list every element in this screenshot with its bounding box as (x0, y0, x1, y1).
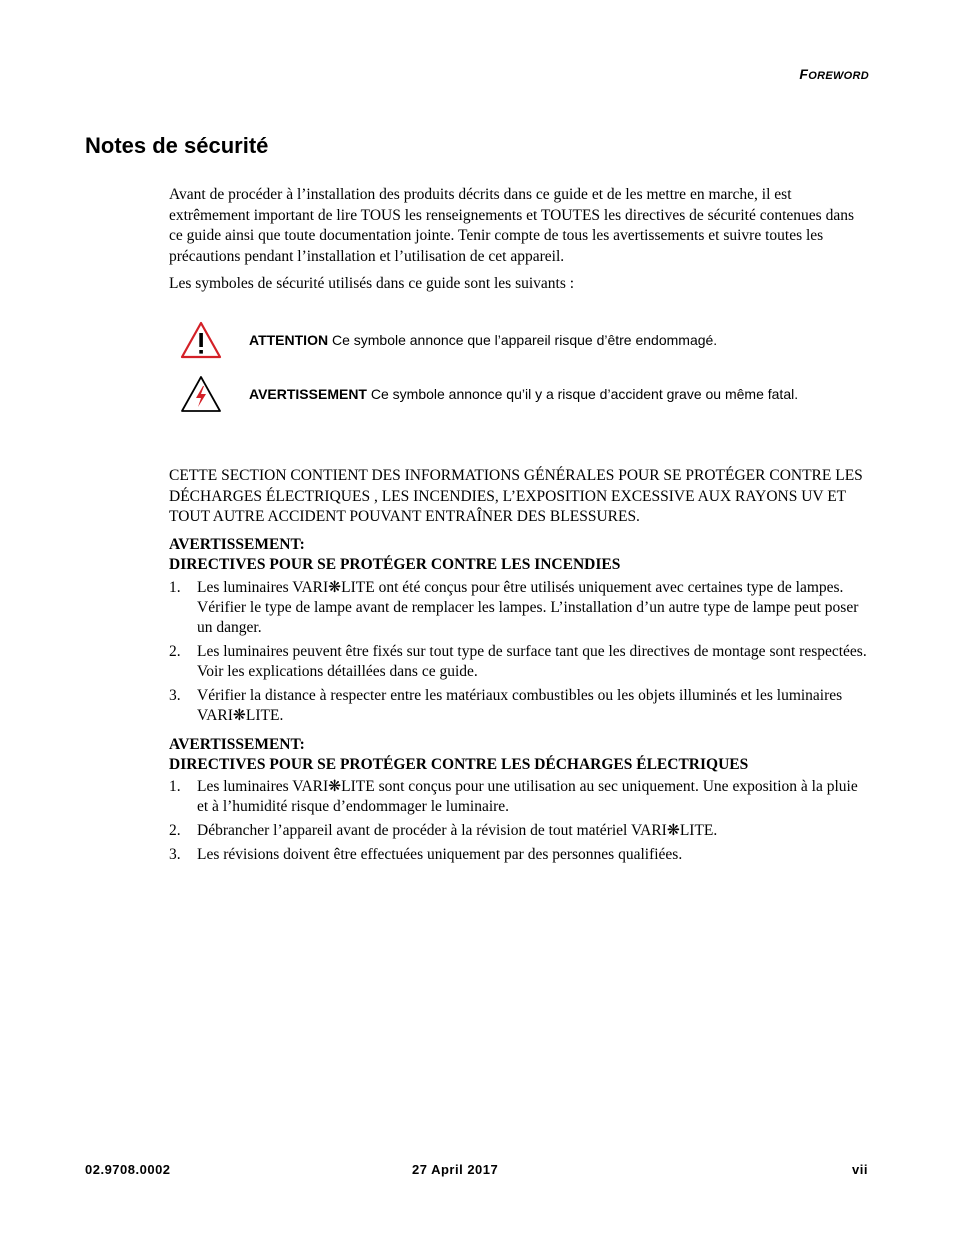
fire-heading-line2: DIRECTIVES POUR SE PROTÉGER CONTRE LES INCENDIES (169, 556, 621, 573)
warning-description (249, 386, 798, 402)
general-safety-paragraph: CETTE SECTION CONTIENT DES INFORMATIONS GÉNÉRALES POUR SE PROTÉGER CONTRE LES DÉCHARGES ÉLECTRIQUES , LES INCENDIES, L’EXPOSITION EXCESSIVE AUX RAYONS UV ET TOUT AUTRE ACCIDENT POUVANT ENTRAÎNER DES BLESSURES. (169, 467, 863, 525)
list-item-number: 1. (169, 778, 181, 795)
running-head-rest: OREWORD (808, 70, 869, 82)
running-head-initial: F (799, 66, 809, 82)
shock-heading-line2: DIRECTIVES POUR SE PROTÉGER CONTRE LES DÉCHARGES ÉLECTRIQUES (169, 756, 749, 773)
footer-page-number: vii (852, 1162, 868, 1177)
list-item (169, 686, 869, 726)
shock-directives-list (169, 777, 869, 869)
shock-section-heading (169, 735, 748, 775)
footer-doc-number: 02.9708.0002 (85, 1162, 171, 1177)
list-item-text: Les révisions doivent être effectuées uniquement par des personnes qualifiées. (197, 846, 683, 863)
list-item-number: 3. (169, 687, 181, 704)
list-item-number: 1. (169, 579, 181, 596)
warning-symbol-row (180, 375, 799, 413)
list-item-text: Les luminaires VARI❋LITE ont été conçus pour être utilisés uniquement avec certaines type de lampes. Vérifier le type de lampe avant de remplacer les lampes. L’installation d’un autre type de lampe peut poser un danger. (197, 579, 859, 636)
list-item-text: Les luminaires VARI❋LITE sont conçus pour une utilisation au sec uniquement. Une exposition à la pluie et à l’humidité risque d’endommager le luminaire. (197, 778, 858, 815)
page-title: Notes de sécurité (85, 133, 269, 158)
warning-text: Ce symbole annonce qu’il y a risque d’accident grave ou même fatal. (366, 386, 799, 402)
list-item (169, 777, 869, 817)
list-item (169, 845, 869, 865)
list-item (169, 821, 869, 841)
caution-description (249, 332, 717, 348)
caution-exclamation-triangle-icon (180, 321, 222, 359)
list-item-text: Les luminaires peuvent être fixés sur tout type de surface tant que les directives de montage sont respectées. Voir les explications détaillées dans ce guide. (197, 643, 867, 680)
running-head (799, 66, 869, 82)
fire-section-heading (169, 535, 620, 575)
caution-text: Ce symbole annonce que l’appareil risque d’être endommagé. (328, 332, 718, 348)
shock-heading-line1: AVERTISSEMENT: (169, 736, 305, 753)
intro-paragraph: Avant de procéder à l’installation des produits décrits dans ce guide et de les mettre en marche, il est extrêmement important de lire TOUS les renseignements et TOUTES les directives de sécurité contenues dans ce guide ainsi que toute documentation jointe. Tenir compte de tous les avertissements et suivre toutes les précautions pendant l’installation et l’utilisation de cet appareil. (169, 186, 854, 265)
list-item-text: Vérifier la distance à respecter entre les matériaux combustibles ou les objets illuminés et les luminaires VARI❋LITE. (197, 687, 843, 724)
caution-label: ATTENTION (249, 332, 329, 348)
footer-date: 27 April 2017 (412, 1162, 499, 1177)
warning-label: AVERTISSEMENT (249, 386, 367, 402)
list-item-number: 3. (169, 846, 181, 863)
caution-symbol-row (180, 321, 718, 359)
list-item (169, 578, 869, 638)
fire-directives-list (169, 578, 869, 730)
list-item (169, 642, 869, 682)
fire-heading-line1: AVERTISSEMENT: (169, 536, 305, 553)
list-item-number: 2. (169, 643, 181, 660)
list-item-text: Débrancher l’appareil avant de procéder à la révision de tout matériel VARI❋LITE. (197, 822, 718, 839)
list-item-number: 2. (169, 822, 181, 839)
symbols-intro: Les symboles de sécurité utilisés dans ce guide sont les suivants : (169, 275, 575, 292)
electric-shock-triangle-icon (180, 375, 222, 413)
